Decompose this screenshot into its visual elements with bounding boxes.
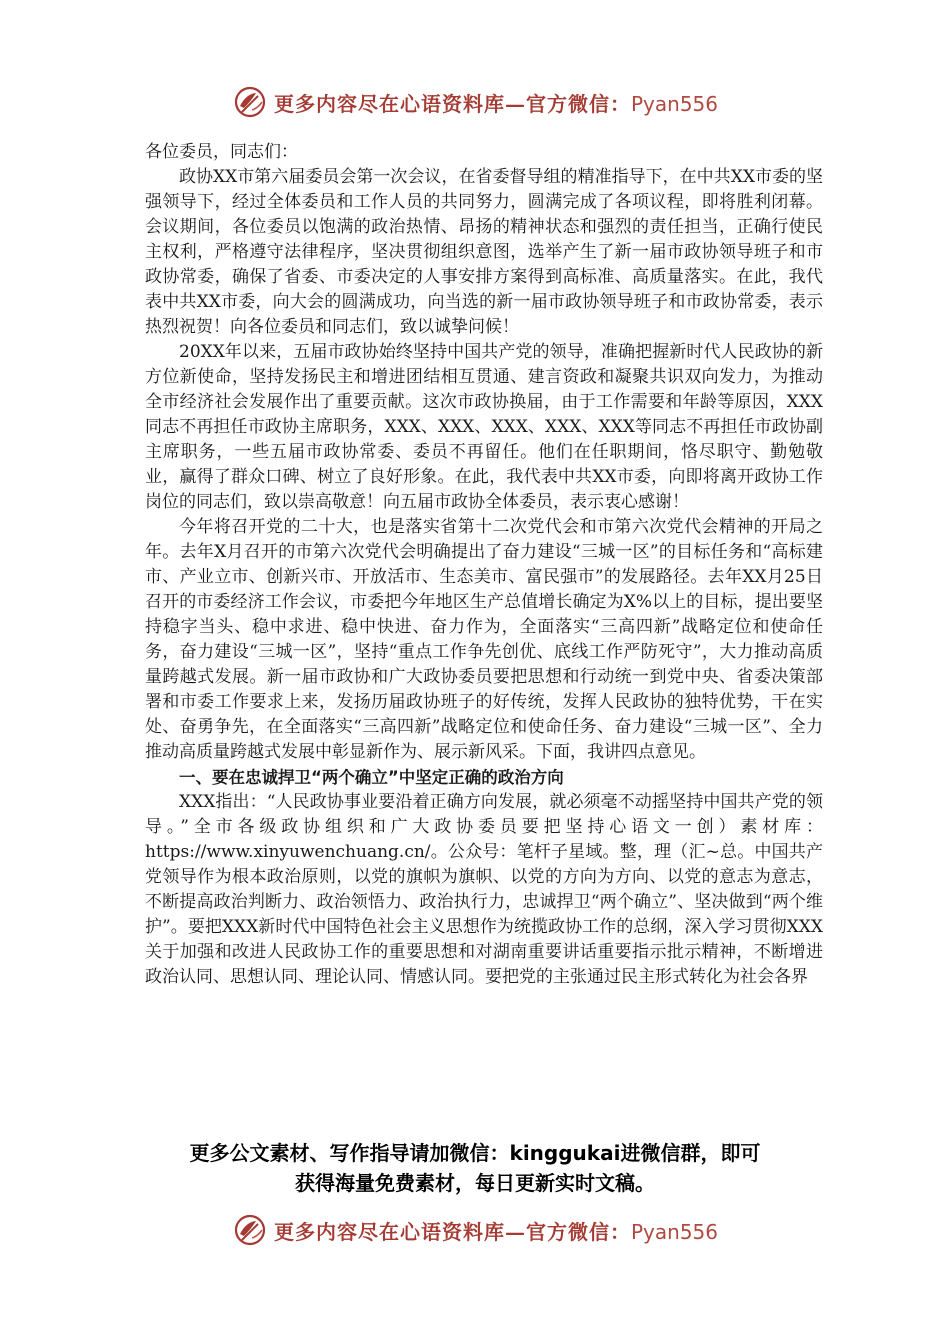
watermark-header xyxy=(0,84,950,120)
watermark-wechat-id: Pyan556 xyxy=(630,1219,718,1244)
salutation: 各位委员，同志们： xyxy=(145,142,298,162)
paragraph-4: XXX指出：“人民政协事业要沿着正确方向发展，就必须毫不动摇坚持中国共产党的领导。”全市各级政协组织和广大政协委员要把坚持心语文一创）素材库：https://www.xinyuwenchuang.cn/。公众号：笔杆子星域。整，理（汇~总。中国共产党领导作为根本政治原则，以党的旗帜为旗帜、以党的方向为方向、以党的意志为意志，不断提高政治判断力、政治领悟力、政治执行力，忠诚捍卫“两个确立”、坚决做到“两个维护”。要把XXX新时代中国特色社会主义思想作为统揽政协工作的总纲，深入学习贯彻XXX关于加强和改进人民政协工作的重要思想和对湖南重要讲话重要指示批示精神，不断增进政治认同、思想认同、理论认同、情感认同。要把党的主张通过民主形式转化为社会各界 xyxy=(145,792,823,987)
paragraph-3: 今年将召开党的二十大，也是落实省第十二次党代会和市第六次党代会精神的开局之年。去年X月召开的市第六次党代会明确提出了奋力建设“三城一区”的目标任务和“高标建市、产业立市、创新兴市、开放活市、生态美市、富民强市”的发展路径。去年XX月25日召开的市委经济工作会议，市委把今年地区生产总值增长确定为X%以上的目标，提出要坚持稳字当头、稳中求进、稳中快进、奋力作为，全面落实“三高四新”战略定位和使命任务，奋力建设“三城一区”，坚持“重点工作争先创优、底线工作严防死守”，大力推动高质量跨越式发展。新一届市政协和广大政协委员要把思想和行动统一到党中央、省委决策部署和市委工作要求上来，发扬历届政协班子的好传统，发挥人民政协的独特优势，干在实处、奋勇争先，在全面落实“三高四新”战略定位和使命任务、奋力建设“三城一区”、全力推动高质量跨越式发展中彰显新作为、展示新风采。下面，我讲四点意见。 xyxy=(145,517,823,762)
pen-swirl-logo-icon xyxy=(232,1212,268,1248)
section-heading-1: 一、要在忠诚捍卫“两个确立”中坚定正确的政治方向 xyxy=(179,768,564,787)
pen-swirl-logo-icon xyxy=(232,84,268,120)
document-body xyxy=(145,140,823,990)
watermark-footer xyxy=(0,1212,950,1248)
paragraph-2: 20XX年以来，五届市政协始终坚持中国共产党的领导，准确把握新时代人民政协的新方位新使命，坚持发扬民主和增进团结相互贯通、建言资政和凝聚共识双向发力，为推动全市经济社会发展作出了重要贡献。这次市政协换届，由于工作需要和年龄等原因，XXX同志不再担任市政协主席职务，XXX、XXX、XXX、XXX、XXX等同志不再担任市政协副主席职务，一些五届市政协常委、委员不再留任。他们在任职期间，恪尽职守、勤勉敬业，赢得了群众口碑、树立了良好形象。在此，我代表中共XX市委，向即将离开政协工作岗位的同志们，致以崇高敬意！向五届市政协全体委员，表示衷心感谢！ xyxy=(145,342,823,512)
promo-notice-line-2: 获得海量免费素材，每日更新实时文稿。 xyxy=(295,1171,655,1195)
paragraph-1: 政协XX市第六届委员会第一次会议，在省委督导组的精准指导下，在中共XX市委的坚强领导下，经过全体委员和工作人员的共同努力，圆满完成了各项议程，即将胜利闭幕。会议期间，各位委员以饱满的政治热情、昂扬的精神状态和强烈的责任担当，正确行使民主权利，严格遵守法律程序，坚决贯彻组织意图，选举产生了新一届市政协领导班子和市政协常委，确保了省委、市委决定的人事安排方案得到高标准、高质量落实。在此，我代表中共XX市委，向大会的圆满成功，向当选的新一届市政协领导班子和市政协常委，表示热烈祝贺！向各位委员和同志们，致以诚挚问候！ xyxy=(145,167,823,337)
watermark-text: 更多内容尽在心语资料库—官方微信：Pyan556 xyxy=(273,1219,718,1244)
watermark-text: 更多内容尽在心语资料库—官方微信：Pyan556 xyxy=(273,91,718,116)
promo-notice-line-1: 更多公文素材、写作指导请加微信：kinggukai进微信群，即可 xyxy=(189,1141,761,1165)
promo-notice xyxy=(120,1138,830,1198)
watermark-wechat-id: Pyan556 xyxy=(630,91,718,116)
